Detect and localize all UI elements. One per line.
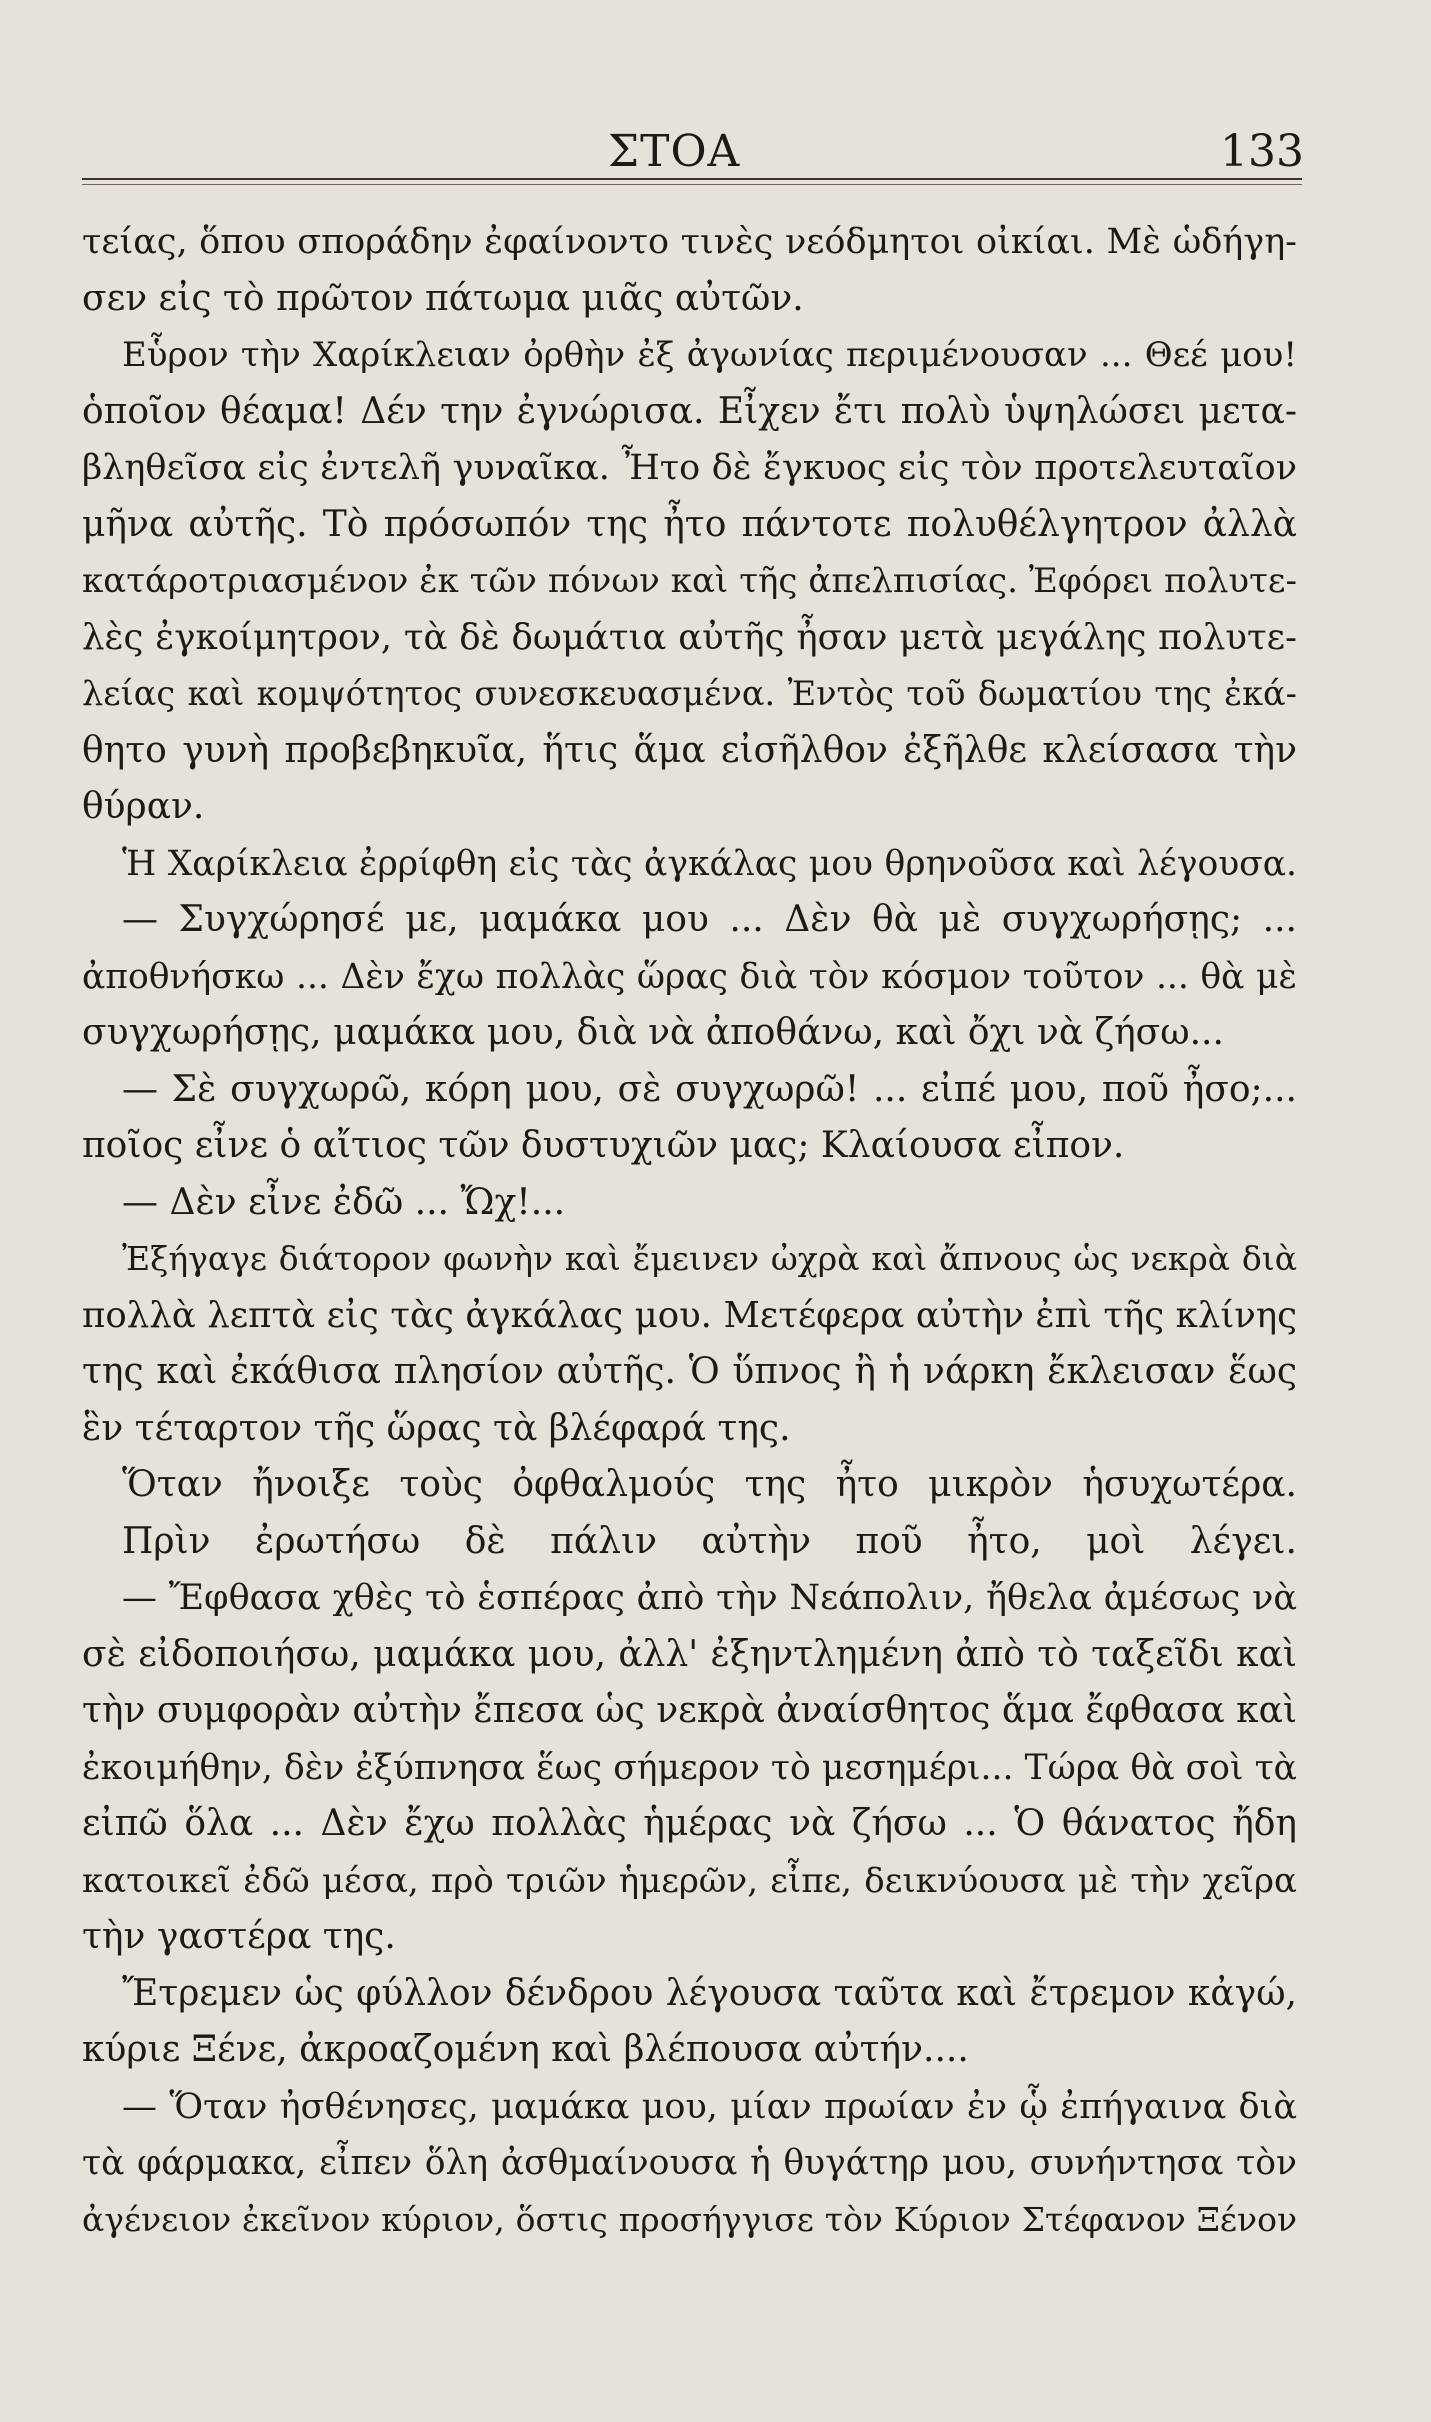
text-line: ποῖος εἶνε ὁ αἴτιος τῶν δυστυχιῶν μας; Κλαίουσα εἶπον. (82, 1125, 1125, 1166)
text-line: Πρὶν ἐρωτήσω δὲ πάλιν αὐτὴν ποῦ ἦτο, μοὶ λέγει. (122, 1520, 1297, 1562)
text-line: κατοικεῖ ἐδῶ μέσα, πρὸ τριῶν ἡμερῶν, εἶπε, δεικνύουσα μὲ τὴν χεῖρα (82, 1860, 1297, 1901)
text-line: τείας, ὅπου σποράδην ἐφαίνοντο τινὲς νεόδμητοι οἰκίαι. Μὲ ὡδήγη- (82, 222, 1297, 262)
text-line: βληθεῖσα εἰς ἐντελῆ γυναῖκα. Ἦτο δὲ ἔγκυος εἰς τὸν προτελευταῖον (82, 448, 1297, 488)
page-number: 133 (1220, 126, 1304, 177)
text-line: — Σὲ συγχωρῶ, κόρη μου, σὲ συγχωρῶ! ... εἰπέ μου, ποῦ ἦσο;... (122, 1068, 1297, 1110)
text-line: τὴν συμφορὰν αὐτὴν ἔπεσα ὡς νεκρὰ ἀναίσθητος ἅμα ἔφθασα καὶ (82, 1690, 1298, 1731)
text-line: εἰπῶ ὅλα ... Δὲν ἔχω πολλὰς ἡμέρας νὰ ζήσω ... Ὁ θάνατος ἤδη (82, 1803, 1297, 1844)
text-line: Ἐξήγαγε διάτορον φωνὴν καὶ ἔμεινεν ὠχρὰ καὶ ἄπνους ὡς νεκρὰ διὰ (122, 1239, 1297, 1278)
text-line: σεν εἰς τὸ πρῶτον πάτωμα μιᾶς αὐτῶν. (82, 277, 804, 319)
text-line: της καὶ ἐκάθισα πλησίον αὐτῆς. Ὁ ὕπνος ἢ ἡ νάρκη ἔκλεισαν ἕως (82, 1351, 1297, 1392)
text-line: ἀγένειον ἐκεῖνον κύριον, ὅστις προσήγγισε τὸν Κύριον Στέφανον Ξένον (82, 2199, 1297, 2239)
text-line: — Ὅταν ἠσθένησες, μαμάκα μου, μίαν πρωίαν ἐν ᾧ ἐπήγαινα διὰ (122, 2086, 1297, 2127)
text-line: ἀποθνήσκω ... Δὲν ἔχω πολλὰς ὥρας διὰ τὸν κόσμον τοῦτον ... θὰ μὲ (82, 956, 1297, 997)
text-line: θύραν. (82, 786, 205, 827)
text-line: ἓν τέταρτον τῆς ὥρας τὰ βλέφαρά της. (82, 1407, 791, 1449)
page-header (0, 112, 1431, 182)
text-line: κύριε Ξένε, ἀκροαζομένη καὶ βλέπουσα αὐτήν.... (82, 2029, 969, 2070)
text-line: — Δὲν εἶνε ἐδῶ ... Ὤχ!... (122, 1181, 566, 1223)
running-title: ΣΤΟΑ (608, 126, 741, 177)
text-line: συγχωρήσῃς, μαμάκα μου, διὰ νὰ ἀποθάνω, καὶ ὄχι νὰ ζήσω... (82, 1012, 1224, 1053)
body-text (82, 214, 1297, 2248)
text-line: κατάροτριασμένον ἐκ τῶν πόνων καὶ τῆς ἀπελπισίας. Ἐφόρει πολυτε- (82, 561, 1297, 601)
text-line: Εὗρον τὴν Χαρίκλειαν ὀρθὴν ἐξ ἀγωνίας περιμένουσαν ... Θεέ μου! (122, 335, 1297, 375)
text-line: Ὅταν ἤνοιξε τοὺς ὀφθαλμούς της ἦτο μικρὸν ἡσυχωτέρα. (122, 1464, 1297, 1505)
text-line: ἐκοιμήθην, δὲν ἐξύπνησα ἕως σήμερον τὸ μεσημέρι... Τώρα θὰ σοὶ τὰ (82, 1747, 1297, 1788)
text-line: Ἔτρεμεν ὡς φύλλον δένδρου λέγουσα ταῦτα καὶ ἔτρεμον κἀγώ, (122, 1972, 1297, 2014)
text-line: — Συγχώρησέ με, μαμάκα μου ... Δὲν θὰ μὲ συγχωρήσῃς; ... (122, 899, 1297, 940)
text-line: θητο γυνὴ προβεβηκυῖα, ἥτις ἅμα εἰσῆλθον ἐξῆλθε κλείσασα τὴν (82, 729, 1297, 771)
text-line: Ἡ Χαρίκλεια ἐρρίφθη εἰς τὰς ἀγκάλας μου θρηνοῦσα καὶ λέγουσα. (122, 843, 1297, 884)
text-line: λείας καὶ κομψότητος συνεσκευασμένα. Ἐντὸς τοῦ δωματίου της ἐκά- (82, 674, 1297, 713)
text-line: τὰ φάρμακα, εἶπεν ὅλη ἀσθμαίνουσα ἡ θυγάτηρ μου, συνήντησα τὸν (82, 2143, 1297, 2183)
text-line: τὴν γαστέρα της. (82, 1916, 396, 1957)
text-line: λὲς ἐγκοίμητρον, τὰ δὲ δωμάτια αὐτῆς ἦσαν μετὰ μεγάλης πολυτε- (82, 616, 1297, 658)
header-rule (82, 178, 1302, 185)
text-line: σὲ εἰδοποιήσω, μαμάκα μου, ἀλλ' ἐξηντλημένη ἀπὸ τὸ ταξεῖδι καὶ (82, 1633, 1297, 1675)
text-line: μῆνα αὐτῆς. Τὸ πρόσωπόν της ἦτο πάντοτε πολυθέλγητρον ἀλλὰ (82, 503, 1297, 545)
text-line: πολλὰ λεπτὰ εἰς τὰς ἀγκάλας μου. Μετέφερα αὐτὴν ἐπὶ τῆς κλίνης (82, 1294, 1297, 1336)
text-line: — Ἔφθασα χθὲς τὸ ἑσπέρας ἀπὸ τὴν Νεάπολιν, ἤθελα ἀμέσως νὰ (122, 1578, 1297, 1618)
text-line: ὁποῖον θέαμα! Δέν την ἐγνώρισα. Εἶχεν ἔτι πολὺ ὑψηλώσει μετα- (82, 390, 1297, 432)
